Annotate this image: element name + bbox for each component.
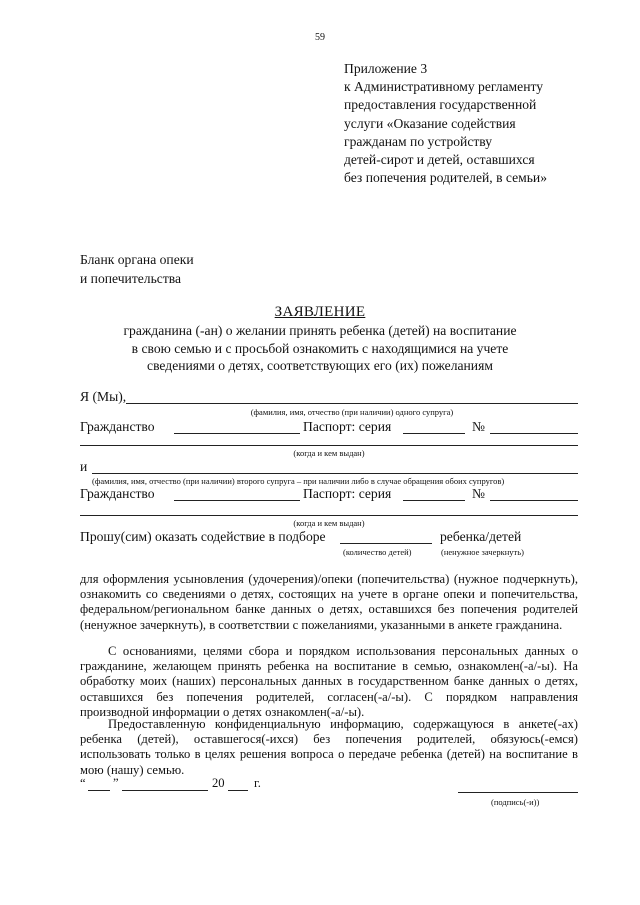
passport-series-field-2[interactable] [403, 500, 465, 501]
confidentiality-paragraph: Предоставленную конфиденциальную информацию, содержащуюся в анкете(-ах) ребенка (детей), оставшегося(-ихся) без попечения родителей, обязуюсь(-емся) использовать только в целях решения вопроса о передаче ребенка (детей) на воспитание в мою (нашу) семью. [80, 717, 578, 777]
quote-close: ” [113, 776, 119, 790]
purpose-paragraph: для оформления усыновления (удочерения)/опеки (попечительства) (нужное подчеркнуть), ознакомить со сведениями о детях, состоящих на учете в органе опеки и попечительства, федеральном/региональном банке данных о детях, оставшихся без попечения родителей (ненужное зачеркнуть), в соответствии с пожеланиями, указанными в анкете гражданина. [80, 572, 578, 632]
appendix-line: услуги «Оказание содействия [344, 115, 516, 131]
appendix-line: детей-сирот и детей, оставшихся [344, 152, 535, 168]
appendix-line: гражданам по устройству [344, 133, 493, 149]
second-spouse-name-field[interactable] [92, 473, 578, 474]
year-prefix: 20 [212, 776, 225, 790]
document-subtitle-line: гражданина (-ан) о желании принять ребенка (детей) на воспитание [123, 323, 517, 338]
citizenship-label-2: Гражданство [80, 486, 155, 501]
passport-number-label-2: № [472, 486, 485, 501]
issued-hint-2: (когда и кем выдан) [293, 518, 365, 528]
document-subtitle-line: сведениями о детях, соответствующих его (их) пожеланиям [147, 358, 493, 373]
appendix-line: без попечения родителей, в семьи» [344, 170, 547, 186]
request-label: Прошу(сим) оказать содействие в подборе [80, 529, 326, 544]
citizenship-field-2[interactable] [174, 500, 300, 501]
spouse2-hint: (фамилия, имя, отчество (при наличии) второго супруга – при наличии либо в случае обращения обоих супругов) [92, 476, 505, 486]
year-suffix: г. [254, 776, 261, 790]
document-heading [0, 303, 640, 375]
month-field[interactable] [122, 790, 208, 791]
child-children-label: ребенка/детей [440, 529, 522, 544]
document-title: ЗАЯВЛЕНИЕ [274, 304, 366, 320]
appendix-header [344, 60, 634, 187]
appendix-line: к Административному регламенту [344, 79, 544, 95]
quote-open: “ [80, 776, 86, 790]
passport-series-label: Паспорт: серия [303, 419, 392, 434]
passport-series-label-2: Паспорт: серия [303, 486, 392, 501]
year-field[interactable] [228, 790, 248, 791]
passport-series-field[interactable] [403, 433, 465, 434]
and-label: и [80, 459, 88, 474]
strike-hint: (ненужное зачеркнуть) [441, 547, 524, 557]
signature-hint: (подпись(-и)) [491, 797, 540, 807]
signature-field[interactable] [458, 792, 578, 793]
passport-issued-field[interactable] [80, 445, 578, 446]
document-subtitle-line: в свою семью и с просьбой ознакомить с находящимися на учете [131, 340, 509, 356]
personal-data-paragraph: С основаниями, целями сбора и порядком использования персональных данных о гражданине, желающем принять ребенка на воспитание в семью, ознакомлен(-а/-ы). На обработку моих (наших) персональных данных в государственном банке данных о детях, оставшихся без попечения родителей, согласен(-а/-ы). С порядком направления производной информации о детях ознакомлен(-а/-ы). [80, 644, 578, 719]
citizenship-field[interactable] [174, 433, 300, 434]
page-number: 59 [315, 32, 325, 43]
authority-blank [80, 250, 194, 288]
count-hint: (количество детей) [343, 547, 412, 557]
passport-issued-field-2[interactable] [80, 515, 578, 516]
issued-hint: (когда и кем выдан) [293, 448, 365, 458]
citizenship-label: Гражданство [80, 419, 155, 434]
passport-number-field-2[interactable] [490, 500, 578, 501]
appendix-line: предоставления государственной [344, 97, 537, 113]
i-we-label: Я (Мы), [80, 389, 127, 404]
day-field[interactable] [88, 790, 110, 791]
passport-number-label: № [472, 419, 485, 434]
authority-blank-line: Бланк органа опеки [80, 252, 194, 267]
authority-blank-line: и попечительства [80, 271, 182, 286]
applicant-name-field[interactable] [126, 403, 578, 404]
spouse1-hint: (фамилия, имя, отчество (при наличии) одного супруга) [250, 407, 454, 417]
children-count-field[interactable] [340, 543, 432, 544]
passport-number-field[interactable] [490, 433, 578, 434]
appendix-line: Приложение 3 [344, 61, 428, 76]
